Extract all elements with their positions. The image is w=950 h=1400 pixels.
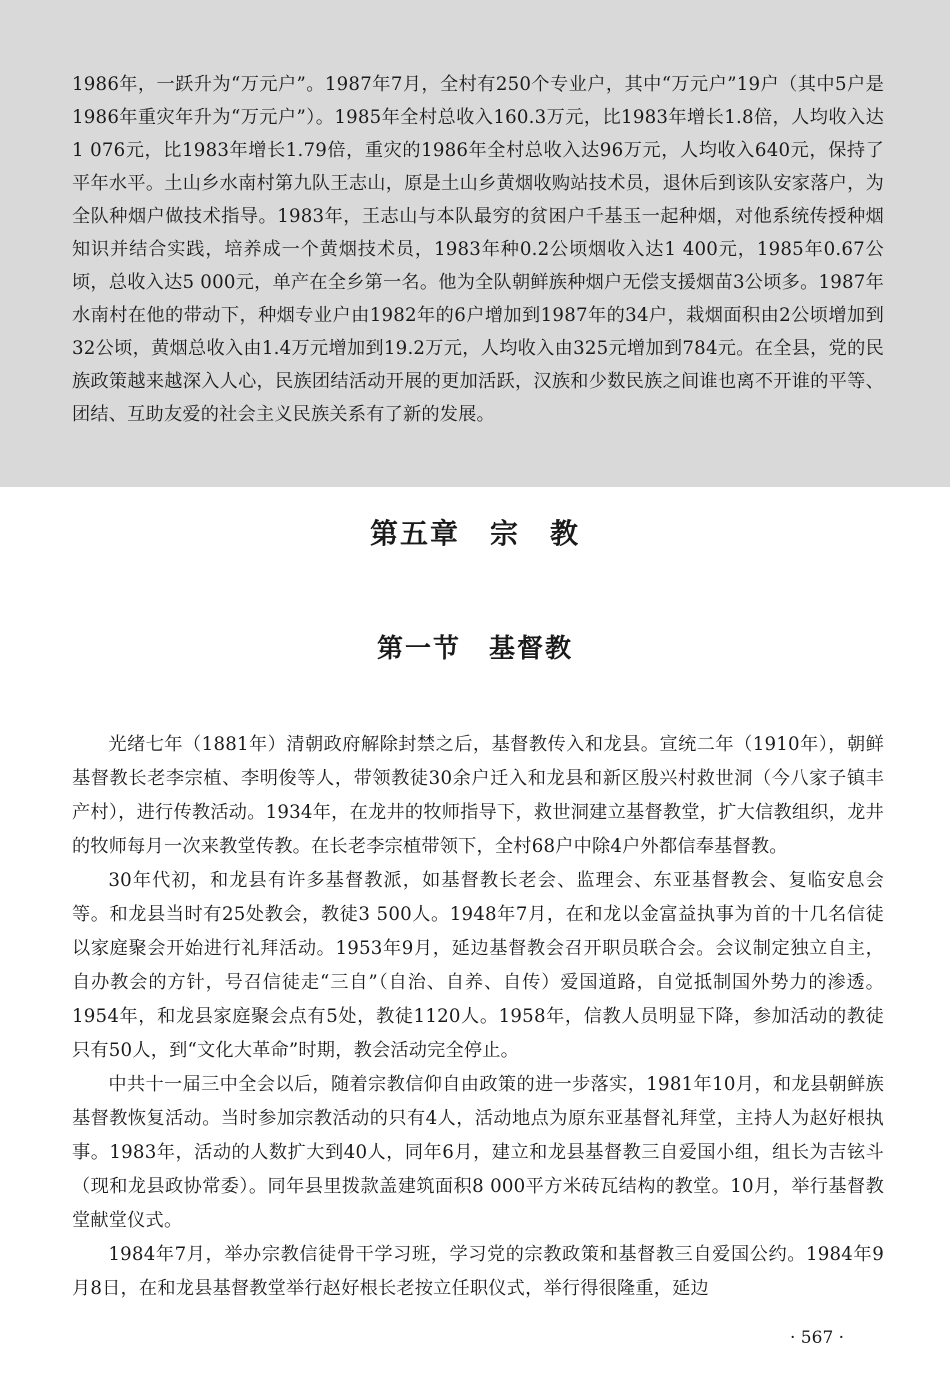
body-paragraph: 中共十一届三中全会以后，随着宗教信仰自由政策的进一步落实，1981年10月，和龙县朝鲜族基督教恢复活动。当时参加宗教活动的只有4人，活动地点为原东亚基督礼拜堂，主持人为赵好根执事。1983年，活动的人数扩大到40人，同年6月，建立和龙县基督教三自爱国小组，组长为吉铉斗（现和龙县政协常委）。同年县里拨款盖建筑面积8 000平方米砖瓦结构的教堂。10月，举行基督教堂献堂仪式。 [72, 1074, 884, 1231]
section-title: 第一节 基督教 [376, 634, 573, 664]
section-body [72, 728, 884, 1306]
chapter-title: 第五章 宗 教 [369, 517, 580, 550]
body-paragraph: 光绪七年（1881年）清朝政府解除封禁之后，基督教传入和龙县。宣统二年（1910年），朝鲜基督教长老李宗植、李明俊等人，带领教徒30余户迁入和龙县和新区殷兴村救世洞（今八家子镇丰产村），进行传教活动。1934年，在龙井的牧师指导下，救世洞建立基督教堂，扩大信教组织，龙井的牧师每月一次来教堂传教。在长老李宗植带领下，全村68户中除4户外都信奉基督教。 [72, 734, 884, 857]
top-paragraph: 1986年，一跃升为“万元户”。1987年7月，全村有250个专业户，其中“万元户”19户（其中5户是1986年重灾年升为“万元户”）。1985年全村总收入160.3万元，比1983年增长1.8倍，人均收入达1 076元，比1983年增长1.79倍，重灾的1986年全村总收入达96万元，人均收入640元，保持了平年水平。土山乡水南村第九队王志山，原是土山乡黄烟收购站技术员，退休后到该队安家落户，为全队种烟户做技术指导。1983年，王志山与本队最穷的贫困户千基玉一起种烟，对他系统传授种烟知识并结合实践，培养成一个黄烟技术员，1983年种0.2公顷烟收入达1 400元，1985年0.67公顷，总收入达5 000元，单产在全乡第一名。他为全队朝鲜族种烟户无偿支援烟苗3公顷多。1987年水南村在他的带动下，种烟专业户由1982年的6户增加到1987年的34户，栽烟面积由2公顷增加到32公顷，黄烟总收入由1.4万元增加到19.2万元，人均收入由325元增加到784元。在全县，党的民族政策越来越深入人心，民族团结活动开展的更加活跃，汉族和少数民族之间谁也离不开谁的平等、团结、互助友爱的社会主义民族关系有了新的发展。 [72, 74, 884, 425]
body-paragraph: 1984年7月，举办宗教信徒骨干学习班，学习党的宗教政策和基督教三自爱国公约。1984年9月8日，在和龙县基督教堂举行赵好根长老按立任职仪式，举行得很隆重，延边 [72, 1244, 884, 1299]
page-number: · 567 · [790, 1328, 845, 1348]
previous-section-band [0, 0, 950, 487]
body-paragraph: 30年代初，和龙县有许多基督教派，如基督教长老会、监理会、东亚基督教会、复临安息会等。和龙县当时有25处教会，教徒3 500人。1948年7月，在和龙以金富益执事为首的十几名信徒以家庭聚会开始进行礼拜活动。1953年9月，延边基督教会召开职员联合会。会议制定独立自主，自办教会的方针，号召信徒走“三自”（自治、自养、自传）爱国道路，自觉抵制国外势力的渗透。1954年，和龙县家庭聚会点有5处，教徒1120人。1958年，信教人员明显下降，参加活动的教徒只有50人，到“文化大革命”时期，教会活动完全停止。 [72, 870, 884, 1061]
